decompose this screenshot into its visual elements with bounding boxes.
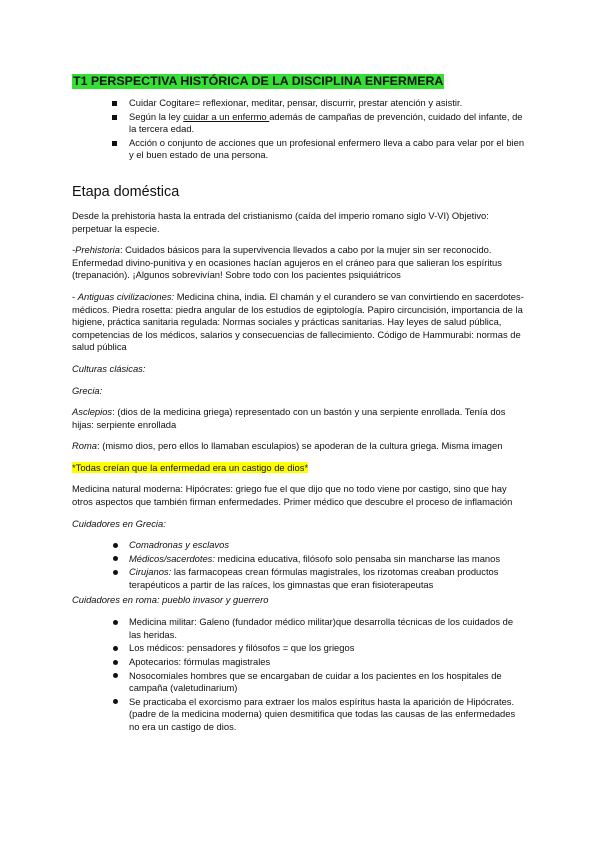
list-item-text: además de campañas de prevención, cuidado del infante, de la tercera edad.	[129, 110, 523, 135]
list-item	[112, 566, 525, 591]
document-title: T1 PERSPECTIVA HISTÓRICA DE LA DISCIPLINA ENFERMERA	[73, 74, 444, 88]
term-label: Cirujanos:	[129, 566, 172, 578]
list-item-text: las farmacopeas crean fórmulas magistrales, los rizotomas creaban productos terapéuticos a partir de las raíces, los gimnastas que eran fisioterapeutas	[129, 566, 499, 591]
list-item: Medicina militar: Galeno (fundador médico militar)que desarrolla técnicas de los cuidados de las heridas.	[112, 616, 525, 641]
subheading-cuidadores-roma: Cuidadores en roma: pueblo invasor y guerrero	[72, 593, 269, 605]
term-label: Médicos/sacerdotes:	[129, 552, 215, 564]
paragraph-intro: Desde la prehistoria hasta la entrada del cristianismo (caída del imperio romano siglo V-VI) Objetivo: perpetuar la especie.	[72, 209, 489, 234]
paragraph-text: : (mismo dios, pero ellos lo llamaban esculapios) se apoderan de la cultura griega. Misma imagen	[97, 440, 503, 452]
term-label: Comadronas y esclavos	[129, 539, 230, 551]
paragraph-medicina-natural: Medicina natural moderna: Hipócrates: griego fue el que dijo que no todo viene por castigo, sino que hay otros aspectos que también firman enfermedades. Primer médico que descubre el proceso de inflamación	[72, 483, 513, 508]
list-item	[112, 137, 525, 162]
paragraph-antiguas	[72, 291, 528, 354]
highlight-paragraph	[72, 462, 528, 475]
underlined-text: cuidar a un enfermo	[183, 110, 270, 122]
list-item: Nosocomiales hombres que se encargaban de cuidar a los pacientes en los hospitales de campaña (valetudinarium)	[112, 670, 525, 695]
list-item-text: medicina educativa, filósofo solo pensaba sin mancharse las manos	[214, 552, 501, 564]
subheading-cuidadores-grecia: Cuidadores en Grecia:	[72, 517, 166, 529]
roma-list	[112, 616, 528, 733]
term-label: Asclepios	[72, 406, 113, 418]
paragraph-text: : Cuidados básicos para la supervivencia llevados a cabo por la mujer sin ser reconocido. Enfermedad divino-punitiva y en ocasiones hacían agujeros en el cráneo para que salieran los espíritus (trepanación). ¡Algunos sobrevivían! Sobre todo con los pacientes psiquiátricos	[72, 244, 502, 281]
intro-list	[112, 97, 528, 162]
list-item-text: Según la ley	[129, 110, 184, 122]
list-item	[112, 539, 525, 552]
paragraph-text: Medicina china, india. El chamán y el curandero se van convirtiendo en sacerdotes-médicos. Piedra rosetta: piedra angular de los estudios de egiptología. Papiro circuncisión, importancia de la higiene, práctica sanitaria regulada: Normas sociales y prácticas sanitarias. Hay leyes de salud pública, competencias de los médicos, salarios y consecuencias de fallecimiento. Código de Hammurabi: normas de salud pública	[72, 290, 524, 353]
term-label: Antiguas civilizaciones:	[77, 290, 175, 302]
paragraph-roma	[72, 440, 528, 453]
highlighted-text: *Todas creían que la enfermedad era un castigo de dios*	[72, 461, 309, 473]
section-heading: Etapa doméstica	[72, 183, 180, 200]
list-item	[112, 97, 525, 110]
term-label: Roma	[72, 440, 98, 452]
subheading-grecia: Grecia:	[72, 384, 103, 396]
grecia-list	[112, 539, 528, 591]
subheading-culturas: Culturas clásicas:	[72, 362, 146, 374]
list-item: Apotecarios: fórmulas magistrales	[112, 656, 525, 669]
paragraph-asclepios	[72, 406, 528, 431]
list-item: Se practicaba el exorcismo para extraer los malos espíritus hasta la aparición de Hipócrates. (padre de la medicina moderna) quien desmitifica que todas las causas de las enfermedades no era un castigo de dios.	[112, 696, 525, 734]
paragraph-prefix: -	[72, 290, 78, 302]
paragraph-text: : (dios de la medicina griega) representado con un bastón y una serpiente enrollada. Tenía dos hijas: serpiente enrollada	[72, 406, 506, 430]
list-item-text: Acción o conjunto de acciones que un profesional enfermero lleva a cabo para velar por el bien y el buen estado de una persona.	[129, 136, 525, 161]
paragraph-prehistoria	[72, 244, 528, 282]
list-item-text: Cuidar Cogitare= reflexionar, meditar, pensar, discurrir, prestar atención y asistir.	[129, 97, 463, 108]
list-item	[112, 111, 525, 136]
list-item: Los médicos: pensadores y filósofos = que los griegos	[112, 642, 525, 655]
list-item	[112, 553, 525, 566]
term-label: -Prehistoria	[72, 244, 120, 256]
